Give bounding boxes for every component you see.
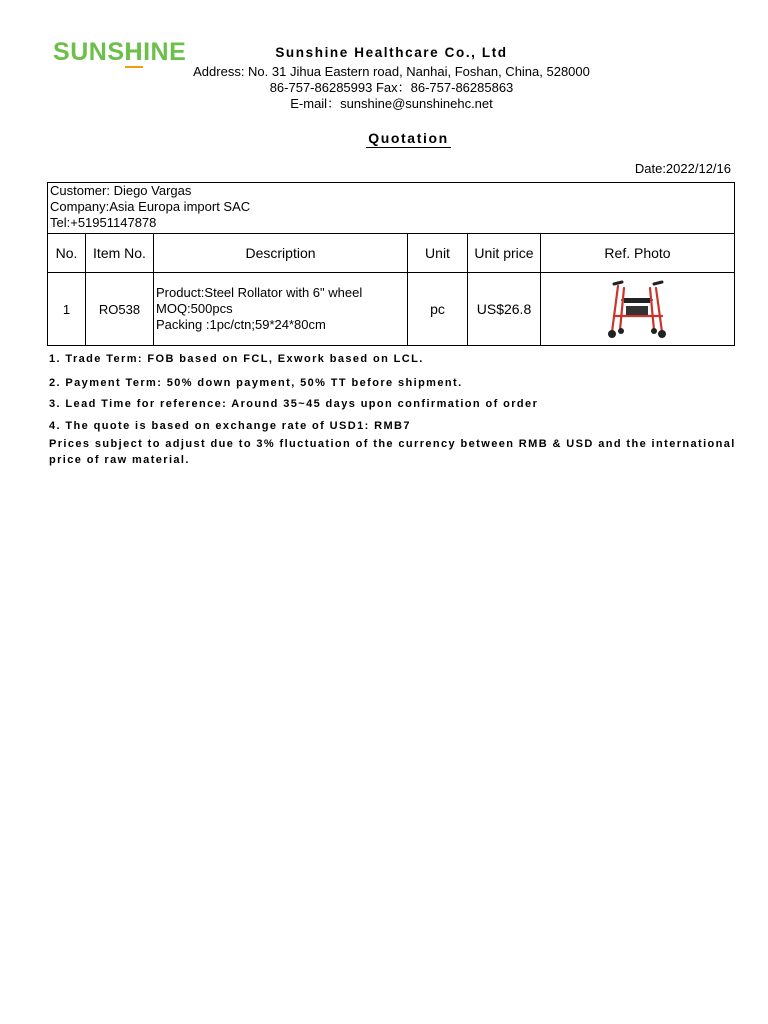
header-unit: Unit	[408, 234, 468, 273]
cell-unit: pc	[408, 273, 468, 346]
cell-description	[154, 273, 408, 346]
header-unit-price: Unit price	[468, 234, 541, 273]
logo-letter: E	[169, 38, 187, 66]
logo-letter: H	[124, 38, 144, 66]
customer-info	[48, 183, 735, 234]
quotation-date: Date:2022/12/16	[634, 161, 731, 176]
document-title-text: Quotation	[368, 130, 449, 146]
customer-company: Company:Asia Europa import SAC	[50, 199, 251, 214]
company-email: E-mail：sunshine@sunshinehc.net	[290, 96, 493, 111]
term-lead-time: 3. Lead Time for reference: Around 35~45 days upon confirmation of order	[49, 398, 539, 410]
cell-ref-photo	[541, 273, 735, 346]
company-phone-fax: 86-757-86285993 Fax：86-757-86285863	[269, 80, 514, 95]
term-payment: 2. Payment Term: 50% down payment, 50% TT before shipment.	[49, 377, 463, 389]
logo-letter: S	[53, 38, 71, 66]
table-row	[48, 273, 735, 346]
logo-letter: I	[143, 38, 151, 66]
cell-item-no: RO538	[86, 273, 154, 346]
term-trade: 1. Trade Term: FOB based on FCL, Exwork based on LCL.	[49, 353, 424, 365]
description-packing: Packing :1pc/ctn;59*24*80cm	[156, 317, 326, 332]
quotation-table	[47, 182, 735, 346]
description-moq: MOQ:500pcs	[156, 301, 233, 316]
header-no: No.	[48, 234, 86, 273]
header-description: Description	[154, 234, 408, 273]
term-exchange-rate: 4. The quote is based on exchange rate of USD1: RMB7	[49, 420, 411, 432]
cell-no: 1	[48, 273, 86, 346]
header-ref-photo: Ref. Photo	[541, 234, 735, 273]
logo-letter: N	[88, 38, 108, 66]
logo-letter: S	[107, 38, 125, 66]
company-name: Sunshine Healthcare Co., Ltd	[275, 45, 508, 60]
company-address: Address: No. 31 Jihua Eastern road, Nanhai, Foshan, China, 528000	[193, 64, 590, 79]
header-item-no: Item No.	[86, 234, 154, 273]
price-adjust-note: Prices subject to adjust due to 3% fluctuation of the currency between RMB & USD and the international price of raw material.	[49, 438, 736, 466]
logo-letter: U	[70, 38, 89, 66]
document-title	[0, 130, 768, 148]
cell-unit-price: US$26.8	[468, 273, 541, 346]
customer-tel: Tel:+51951147878	[50, 215, 157, 230]
table-header-row	[48, 234, 735, 273]
logo-letter: N	[150, 38, 170, 66]
customer-name: Customer: Diego Vargas	[50, 183, 192, 198]
rollator-photo-icon	[604, 276, 672, 342]
description-product: Product:Steel Rollator with 6" wheel	[156, 285, 363, 300]
